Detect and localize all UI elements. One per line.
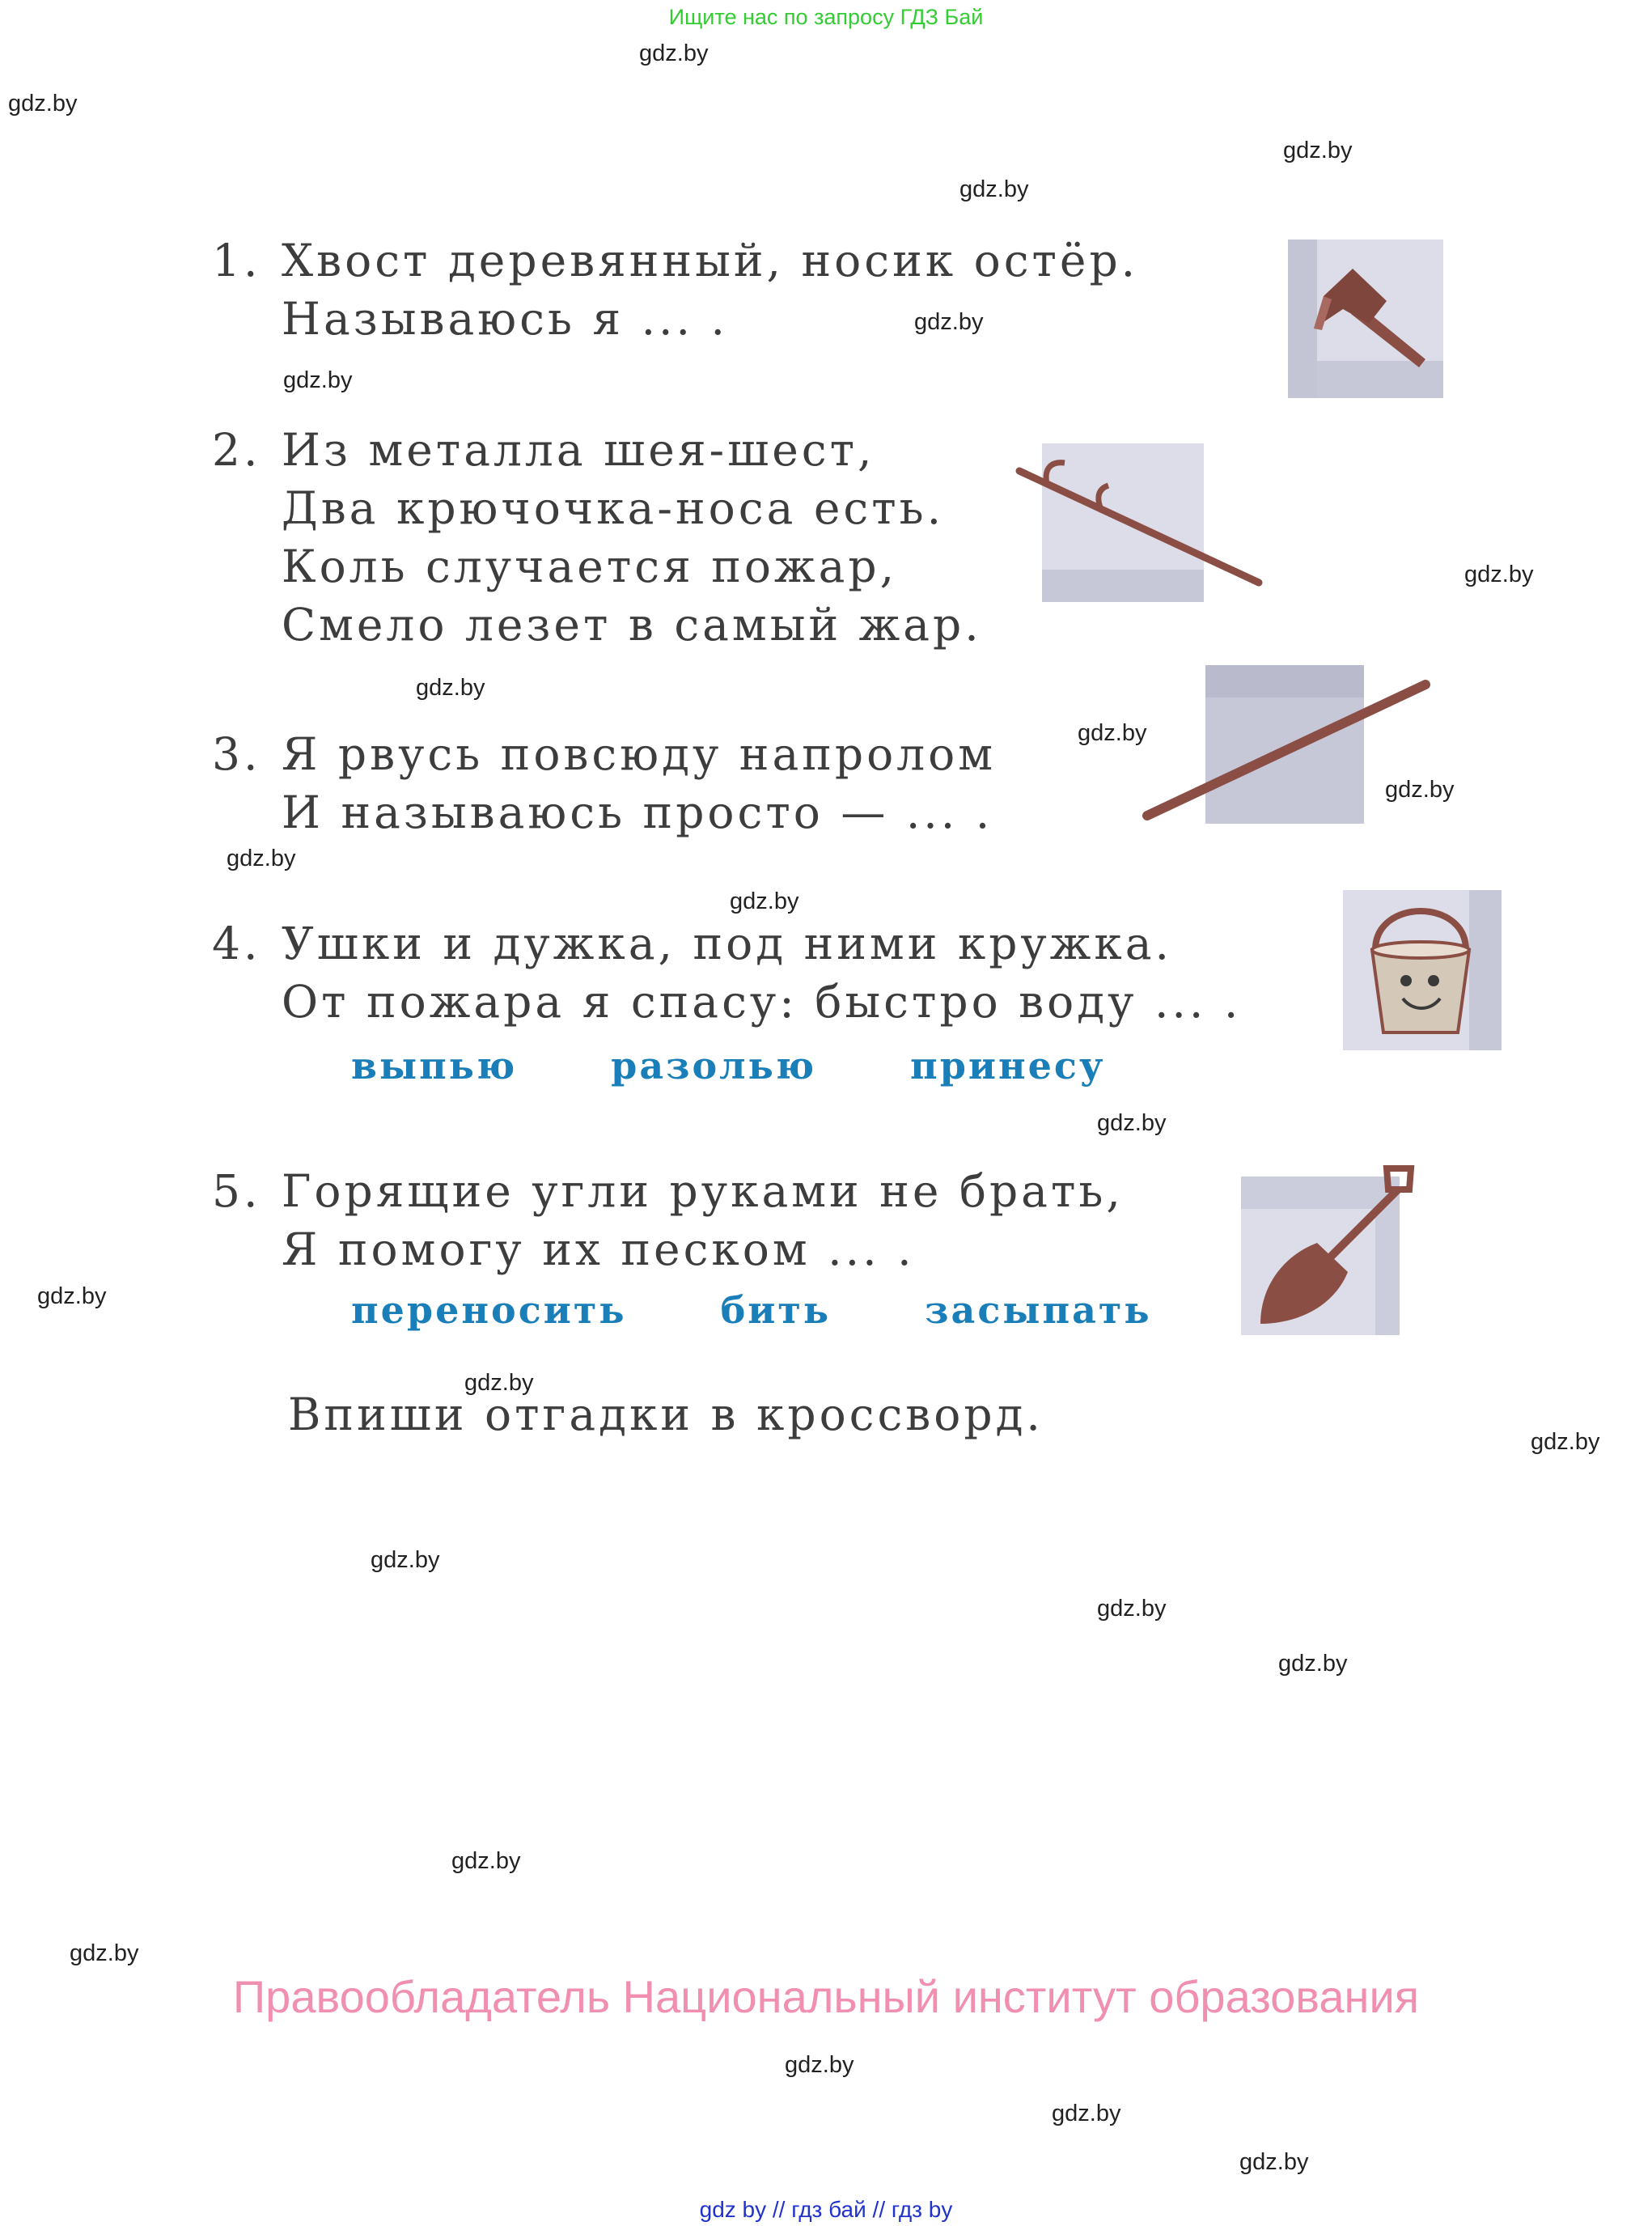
search-banner: Ищите нас по запросу ГДЗ Бай (668, 5, 984, 29)
watermark: gdz.by (1097, 1596, 1167, 1622)
answer-choice: засыпать (925, 1288, 1152, 1332)
watermark: gdz.by (959, 176, 1029, 202)
watermark: gdz.by (1278, 1651, 1348, 1677)
answer-choice: выпью (351, 1044, 518, 1088)
watermark: gdz.by (1283, 138, 1353, 163)
watermark: gdz.by (451, 1848, 521, 1874)
riddle-line: Коль случается пожар, (282, 541, 898, 592)
watermark: gdz.by (70, 1940, 139, 1966)
watermark: gdz.by (1385, 777, 1455, 803)
riddle-number: 1. (212, 235, 261, 286)
watermark: gdz.by (283, 367, 353, 393)
watermark: gdz.by (639, 40, 709, 66)
watermark: gdz.by (227, 846, 296, 871)
riddle-line: Я помогу их песком ... . (282, 1223, 915, 1275)
riddle-number: 2. (212, 424, 261, 476)
riddle-line: И называюсь просто — ... . (282, 787, 993, 838)
watermark: gdz.by (1239, 2149, 1309, 2175)
answer-choices-4 (351, 1044, 1105, 1088)
instruction-text: Впиши отгадки в кроссворд. (288, 1389, 1044, 1440)
shovel-icon (1238, 1165, 1421, 1335)
watermark: gdz.by (730, 888, 799, 914)
watermark: gdz.by (8, 91, 78, 117)
watermark: gdz.by (914, 309, 984, 335)
answer-choice: разолью (611, 1044, 817, 1088)
watermark: gdz.by (1078, 720, 1147, 746)
riddle-5 (212, 1162, 1124, 1278)
riddle-line: Смело лезет в самый жар. (282, 599, 982, 651)
riddle-1 (212, 231, 1138, 348)
crowbar-icon (1131, 665, 1440, 843)
riddle-line: От пожара я спасу: быстро воду ... . (282, 976, 1242, 1028)
watermark: gdz.by (785, 2052, 854, 2078)
watermark: gdz.by (416, 675, 485, 701)
copyright-notice: Правообладатель Национальный институт образования (232, 1971, 1420, 2022)
riddle-line: Из металла шея-шест, (282, 424, 875, 476)
riddle-4 (212, 914, 1241, 1031)
answer-choice: переносить (351, 1288, 627, 1332)
riddle-2 (212, 421, 982, 654)
watermark: gdz.by (1531, 1429, 1600, 1455)
riddle-number: 3. (212, 728, 261, 780)
bucket-icon (1343, 890, 1502, 1050)
axe-icon (1281, 240, 1443, 398)
riddle-line: Горящие угли руками не брать, (282, 1165, 1124, 1217)
fire-hook-icon (1011, 443, 1278, 605)
riddle-line: Ушки и дужка, под ними кружка. (282, 918, 1173, 969)
answer-choice: принесу (910, 1044, 1106, 1088)
riddle-number: 4. (212, 918, 261, 969)
riddle-3 (212, 725, 996, 842)
riddle-line: Хвост деревянный, носик остёр. (282, 235, 1139, 286)
riddle-line: Я рвусь повсюду напролом (282, 728, 997, 780)
riddle-line: Называюсь я ... . (282, 293, 728, 345)
answer-choice: бить (720, 1288, 832, 1332)
answer-choices-5 (351, 1288, 1152, 1332)
riddle-line: Два крючочка-носа есть. (282, 482, 945, 534)
watermark: gdz.by (37, 1283, 107, 1309)
watermark: gdz.by (1052, 2101, 1121, 2126)
watermark: gdz.by (1097, 1110, 1167, 1136)
watermark: gdz.by (1464, 562, 1534, 587)
riddle-number: 5. (212, 1165, 261, 1217)
watermark: gdz.by (371, 1547, 440, 1573)
footer-links[interactable]: gdz by // гдз бай // гдз by (699, 2197, 953, 2222)
watermark: gdz.by (464, 1370, 534, 1396)
